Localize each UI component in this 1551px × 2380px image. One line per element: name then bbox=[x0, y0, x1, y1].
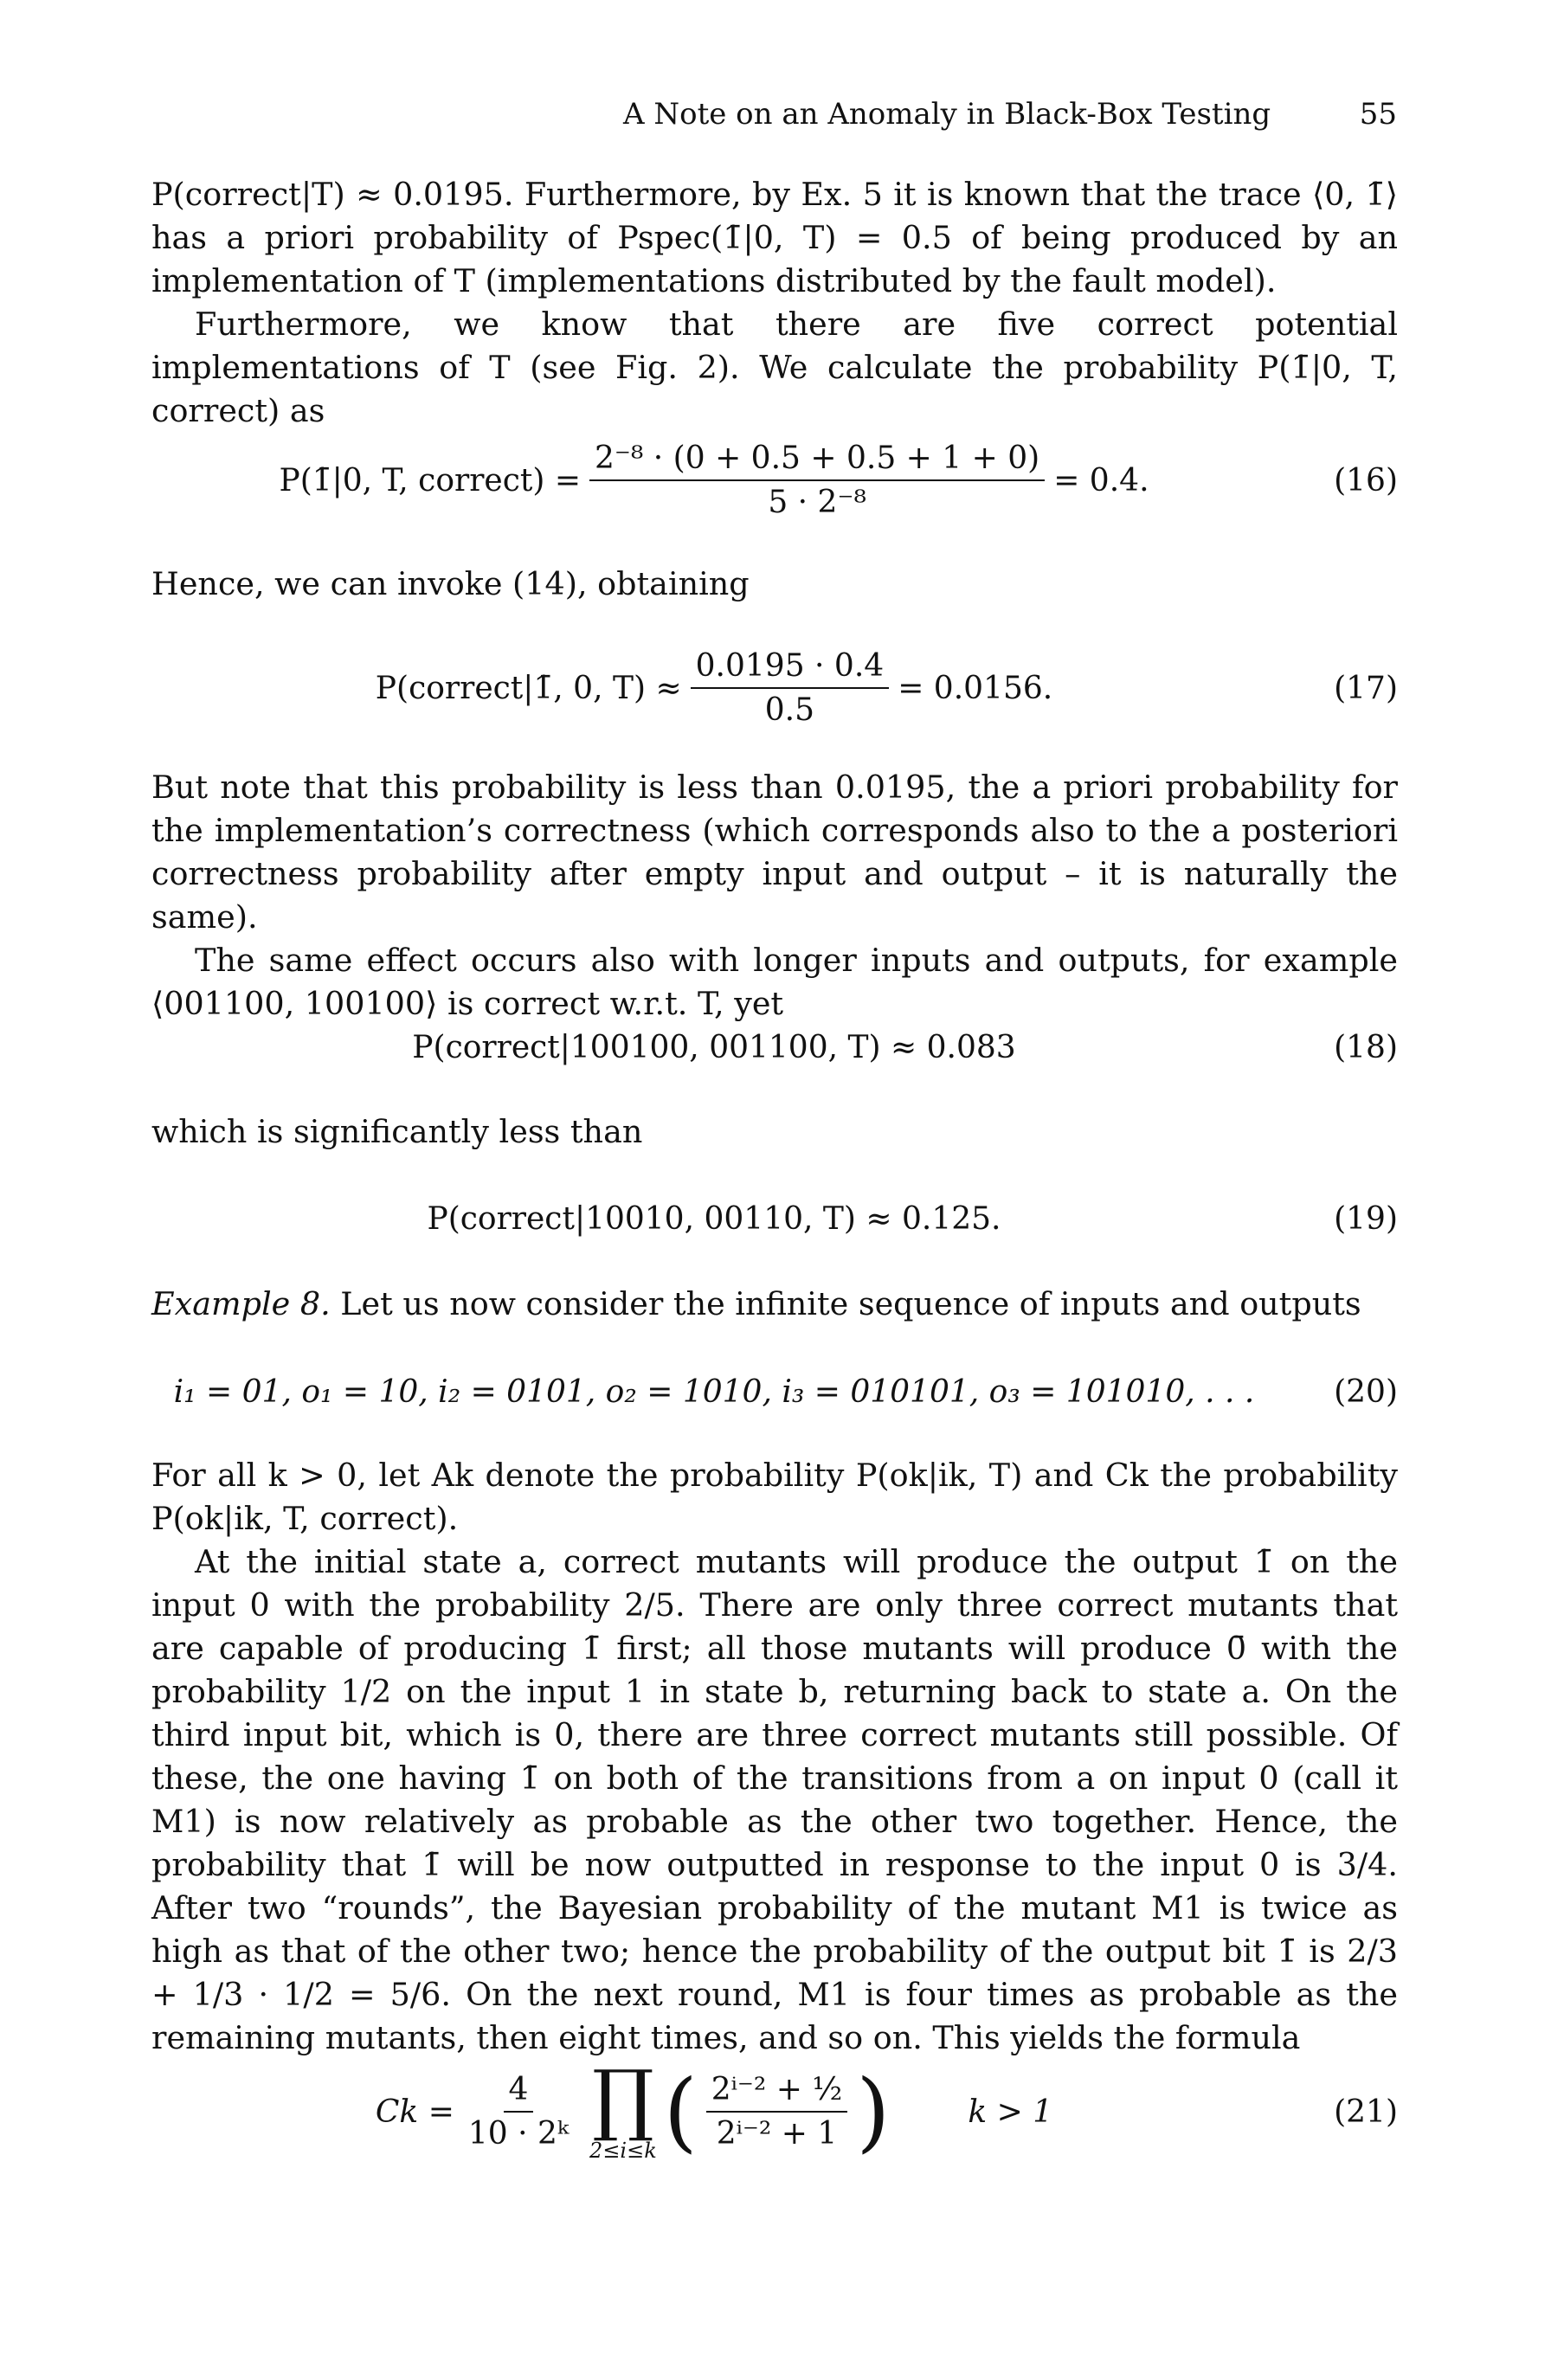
equation-17 bbox=[151, 649, 1398, 727]
text-block-3 bbox=[151, 766, 1398, 1026]
paragraph-9: At the initial state a, correct mutants will produce the output 1̄ on the input 0 with the probability 2/5. There are only three correct mutants that are capable of producing 1̄ first; all those mutants will produce 0̄ with the probability 1/2 on the input 1 in state b, returning back to state a. On the third input bit, which is 0, there are three correct mutants still possible. Of these, the one having 1̄ on both of the transitions from a on input 0 (call it M1) is now relatively as probable as the other two together. Hence, the probability that 1̄ will be now outputted in response to the input 0 is 3/4. After two “rounds”, the Bayesian probability of the mutant M1 is twice as high as that of the other two; hence the probability of the output bit 1̄ is 2/3 + 1/3 · 1/2 = 5/6. On the next round, M1 is four times as probable as the remaining mutants, then eight times, and so on. This yields the formula bbox=[151, 1543, 1398, 2056]
eq21-denominator: 10 · 2ᵏ bbox=[467, 2116, 570, 2152]
paragraph-2: Furthermore, we know that there are five correct potential implementations of T (see Fig. 2). We calculate the probability P(1̄|0, T, correct) as bbox=[151, 306, 1398, 429]
text-block-2 bbox=[151, 563, 1398, 606]
example-text: Let us now consider the infinite sequence of inputs and outputs bbox=[330, 1285, 1361, 1322]
paragraph-5: The same effect occurs also with longer inputs and outputs, for example ⟨001100, 100100⟩ is correct w.r.t. T, yet bbox=[151, 942, 1398, 1022]
example-label: Example 8. bbox=[151, 1285, 331, 1322]
text-block-6 bbox=[151, 1454, 1398, 2060]
eq20-body: i₁ = 01, o₁ = 10, i₂ = 0101, o₂ = 1010, i₃ = 010101, o₃ = 101010, . . . bbox=[173, 1373, 1255, 1410]
eq20-number: (20) bbox=[1334, 1373, 1398, 1410]
equation-20 bbox=[151, 1366, 1398, 1418]
eq19-body: P(correct|10010, 00110, T) ≈ 0.125. bbox=[427, 1200, 1001, 1237]
running-title: A Note on an Anomaly in Black-Box Testing bbox=[623, 97, 1271, 132]
paragraph-1: P(correct|T) ≈ 0.0195. Furthermore, by Ex. 5 it is known that the trace ⟨0, 1̄⟩ has a priori probability of Pspec(1̄|0, T) = 0.5 of being produced by an implementation of T (implementations distributed by the fault model). bbox=[151, 176, 1398, 299]
eq17-lhs: P(correct|1̄, 0, T) ≈ bbox=[375, 670, 682, 706]
equation-19 bbox=[151, 1193, 1398, 1245]
paragraph-7 bbox=[151, 1283, 1398, 1326]
eq16-numerator: 2⁻⁸ · (0 + 0.5 + 0.5 + 1 + 0) bbox=[589, 441, 1045, 481]
eq16-denominator: 5 · 2⁻⁸ bbox=[768, 485, 866, 520]
eq19-number: (19) bbox=[1334, 1200, 1398, 1237]
paragraph-4: But note that this probability is less than 0.0195, the a priori probability for the implementation’s correctness (which corresponds also to the a posteriori correctness probability after empty input and output – it is naturally the same). bbox=[151, 769, 1398, 936]
equation-21 bbox=[151, 2051, 1398, 2172]
eq21-numerator: 4 bbox=[504, 2072, 534, 2113]
eq18-number: (18) bbox=[1334, 1029, 1398, 1065]
eq17-rhs: = 0.0156. bbox=[898, 670, 1053, 706]
eq21-inner-denominator: 2ⁱ⁻² + 1 bbox=[716, 2116, 838, 2152]
eq17-numerator: 0.0195 · 0.4 bbox=[691, 648, 890, 689]
eq21-product bbox=[589, 2054, 657, 2163]
paragraph-3: Hence, we can invoke (14), obtaining bbox=[151, 565, 750, 602]
eq16-lhs: P(1̄|0, T, correct) = bbox=[279, 462, 582, 499]
paragraph-6: which is significantly less than bbox=[151, 1113, 643, 1150]
eq17-number: (17) bbox=[1334, 670, 1398, 706]
left-paren: ( bbox=[663, 2061, 698, 2162]
eq17-fraction bbox=[691, 648, 890, 728]
paragraph-8: For all k > 0, let Ak denote the probability P(ok|ik, T) and Ck the probability P(ok|ik, T, correct). bbox=[151, 1457, 1398, 1537]
eq16-rhs: = 0.4. bbox=[1053, 462, 1149, 499]
eq21-product-range: 2≤i≤k bbox=[589, 2139, 657, 2163]
eq21-inner-numerator: 2ⁱ⁻² + ½ bbox=[706, 2072, 848, 2113]
eq21-condition: k > 1 bbox=[968, 2094, 1053, 2130]
equation-18 bbox=[151, 1021, 1398, 1073]
eq16-fraction bbox=[589, 441, 1045, 520]
eq17-denominator: 0.5 bbox=[764, 692, 815, 728]
text-block-5 bbox=[151, 1283, 1398, 1326]
text-block-4 bbox=[151, 1110, 1398, 1154]
product-symbol: ∏ bbox=[592, 2054, 654, 2145]
page-number: 55 bbox=[1359, 97, 1397, 132]
text-block-1 bbox=[151, 173, 1398, 433]
equation-16 bbox=[151, 441, 1398, 519]
eq18-body: P(correct|100100, 001100, T) ≈ 0.083 bbox=[412, 1029, 1016, 1065]
eq21-inner-fraction bbox=[706, 2072, 848, 2152]
right-paren: ) bbox=[856, 2061, 891, 2162]
eq21-fraction bbox=[463, 2072, 574, 2152]
eq21-number: (21) bbox=[1334, 2094, 1398, 2130]
eq16-number: (16) bbox=[1334, 462, 1398, 499]
eq21-lhs: Ck = bbox=[375, 2094, 454, 2130]
